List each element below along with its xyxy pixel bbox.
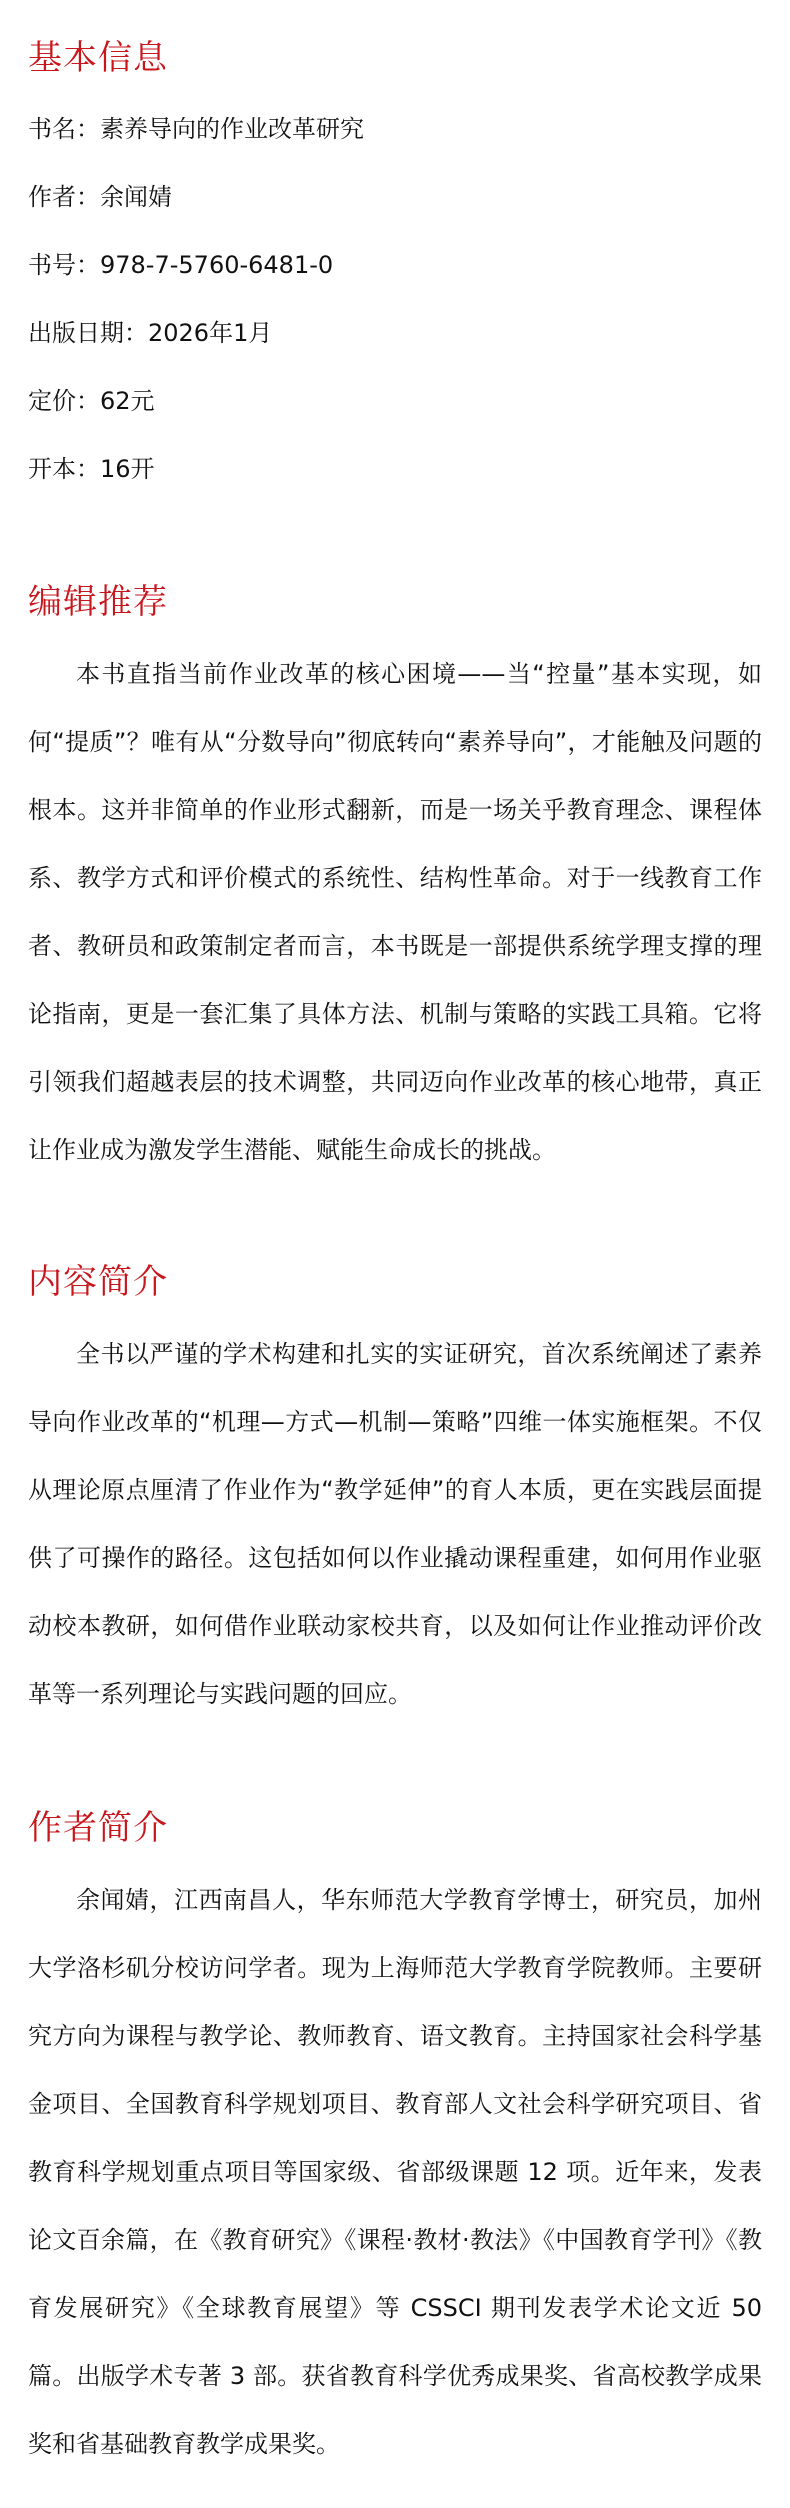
- info-line-price: [28, 384, 155, 418]
- content-summary-heading: 内容简介: [28, 1262, 168, 1302]
- info-line-title: [28, 112, 364, 146]
- info-line-format: [28, 452, 155, 486]
- author-intro-heading: 作者简介: [28, 1808, 168, 1848]
- info-label: 开本：: [28, 455, 100, 483]
- info-line-isbn: [28, 248, 333, 282]
- info-value: 素养导向的作业改革研究: [100, 115, 364, 143]
- editor-recommendation-heading: 编辑推荐: [28, 582, 168, 622]
- info-value: 978-7-5760-6481-0: [100, 251, 334, 279]
- info-value: 62元: [100, 387, 155, 415]
- info-value: 余闻婧: [100, 183, 172, 211]
- info-label: 作者：: [28, 183, 100, 211]
- author-intro-text: 余闻婧，江西南昌人，华东师范大学教育学博士，研究员，加州大学洛杉矶分校访问学者。现为上海师范大学教育学院教师。主要研究方向为课程与教学论、教师教育、语文教育。主持国家社会科学基金项目、全国教育科学规划项目、教育部人文社会科学研究项目、省教育科学规划重点项目等国家级、省部级课题 12 项。近年来，发表论文百余篇，在《教育研究》《课程·教材·教法》《中国教育学刊》《教育发展研究》《全球教育展望》等 CSSCI 期刊发表学术论文近 50 篇。出版学术专著 3 部。获省教育科学优秀成果奖、省高校教学成果奖和省基础教育教学成果奖。: [28, 1886, 762, 2458]
- info-value: 16开: [100, 455, 155, 483]
- info-label: 出版日期：: [28, 319, 148, 347]
- editor-recommendation-text: 本书直指当前作业改革的核心困境——当“控量”基本实现，如何“提质”？唯有从“分数导向”彻底转向“素养导向”，才能触及问题的根本。这并非简单的作业形式翻新，而是一场关乎教育理念、课程体系、教学方式和评价模式的系统性、结构性革命。对于一线教育工作者、教研员和政策制定者而言，本书既是一部提供系统学理支撑的理论指南，更是一套汇集了具体方法、机制与策略的实践工具箱。它将引领我们超越表层的技术调整，共同迈向作业改革的核心地带，真正让作业成为激发学生潜能、赋能生命成长的挑战。: [28, 660, 762, 1164]
- info-label: 书号：: [28, 251, 100, 279]
- info-value: 2026年1月: [148, 319, 273, 347]
- info-line-publish-date: [28, 316, 272, 350]
- basic-info-heading: 基本信息: [28, 38, 168, 78]
- content-summary-text: 全书以严谨的学术构建和扎实的实证研究，首次系统阐述了素养导向作业改革的“机理—方式—机制—策略”四维一体实施框架。不仅从理论原点厘清了作业作为“教学延伸”的育人本质，更在实践层面提供了可操作的路径。这包括如何以作业撬动课程重建，如何用作业驱动校本教研，如何借作业联动家校共育，以及如何让作业推动评价改革等一系列理论与实践问题的回应。: [28, 1340, 762, 1708]
- info-line-author: [28, 180, 172, 214]
- info-label: 书名：: [28, 115, 100, 143]
- info-label: 定价：: [28, 387, 100, 415]
